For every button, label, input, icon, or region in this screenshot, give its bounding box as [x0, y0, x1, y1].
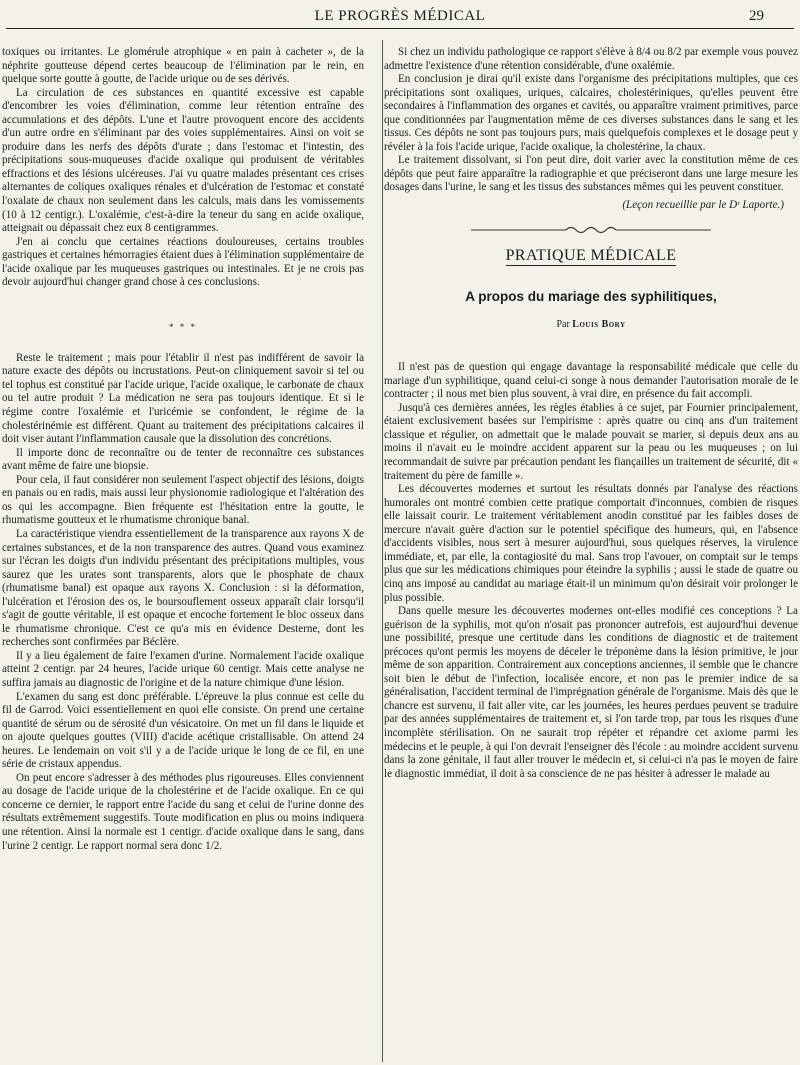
paragraph: En conclusion je dirai qu'il existe dans l'organisme des précipitations multiples, que ces précipitations sont oxaliques, uriques, calcaires, cholestériniques, qu'elles peuvent être secondaires à l'inflammation des organes et cavités, ou apparaître vraiment primitives, parce que conditionnées par l'augmentation même de ces diverses substances dans le sang et les tissus. Ces dépôts ne sont pas toujours purs, mais quelquefois complexes et le dosage peut y révéler à la fois l'acide urique, l'acide oxalique, la cholestérine, la chaux. — [384, 73, 798, 153]
article-title: A propos du mariage des syphilitiques, — [465, 289, 717, 305]
running-header — [6, 6, 794, 29]
paragraph: Il y a lieu également de faire l'examen d'urine. Normalement l'acide oxalique atteint 2 centigr. par 24 heures, l'acide urique 60 centigr. Mais cette analyse ne suffira jamais au diagnostic de l'origine et de la nature chimique d'une lésion. — [2, 649, 364, 689]
paragraph: Dans quelle mesure les découvertes modernes ont-elles modifié ces conceptions ? La guérison de la syphilis, mot qu'on n'osait pas prononcer autrefois, est aujourd'hui devenue une possibilité, presque une certitude dans les conditions de diagnostic et de traitement précoces qu'ont permis les moyens de déceler le tréponème dans la lésion primitive, le jour même de son apparition. Contrairement aux conceptions anciennes, il semble que le chancre soit bien le début de l'infection, localisée encore, et non pas le premier indice de sa généralisation, l'accident terminal de l'imprégnation générale de l'organisme. Mais dès que le chancre est survenu, il fait aller vite, car les journées, les heures perdues peuvent se traduire par des années supplémentaires de traitement et, si l'on tarde trop, par tous les risques d'une incomplète stérilisation. On ne saurait trop répéter et répandre cet axiome parmi les médecins et le peuple, à qui l'on devrait l'enseigner dès l'école : au moindre accident survenu dans la zone génitale, il faut aller trouver le médecin et, si celui-ci n'a pas le moyen de faire le diagnostic immédiat, il doit à sa conscience de ne pas hésiter à adresser le malade au — [384, 605, 798, 780]
column-divider — [382, 40, 383, 1062]
paragraph: On peut encore s'adresser à des méthodes plus rigoureuses. Elles conviennent au dosage de l'acide urique de la cholestérine et de l'acide oxalique. En ce qui concerne ce dernier, le rapport entre l'acide du sang et celui de l'urine donne des résultats extrêmement suggestifs. Toute modification en plus ou moins indiquera une rétention. Ainsi la normale est 1 centigr. d'acide oxalique dans le sang, dans l'urine 2 centigr. Le rapport normal sera donc 1/2. — [2, 771, 364, 852]
asterism-separator: * * * — [169, 321, 197, 332]
paragraph: Reste le traitement ; mais pour l'établir il n'est pas indifférent de savoir la nature exacte des dépôts ou incrustations. Peut-on cliniquement savoir si tel ou tel tophus est constitué par l'acide urique, l'acide oxalique, le carbonate de chaux ou tel autre produit ? La médication ne sera pas toujours identique. Et si le régime contre l'oxalémie et l'uricémie se confondent, le régime de la cholestérinémie est différent. Quant au traitement des précipitations calcaires il doit viser autant l'inflammation causale que la dissolution des concrétions. — [2, 351, 364, 446]
paragraph: La circulation de ces substances en quantité excessive est capable d'encombrer les voies d'élimination, comme leur rétention entraîne des accumulations et des dépôts. L'une et l'autre provoquent encore des accidents d'un autre ordre en s'éliminant par des voies supplémentaires. Ainsi on voit se produire dans les nerfs des dépôts d'urate ; dans l'estomac et l'intestin, des précipitations sous-muqueuses d'acide oxalique qui produisent de véritables effractions et des lésions ulcéreuses. J'ai vu quatre malades présentant ces crises alternantes de coliques oxaliques rénales et d'ulcération de l'estomac et constaté l'oxalate de chaux non seulement dans les calculs, mais dans les vomissements (10 à 12 centigr.). L'oxalémie, c'est-à-dire la teneur du sang en acide oxalique, atteignait ou dépassait chez eux 8 centigrammes. — [2, 86, 364, 235]
paragraph: L'examen du sang est donc préférable. L'épreuve la plus connue est celle du fil de Garrod. Voici essentiellement en quoi elle consiste. On prend une certaine quantité de sérum ou de sérosité d'un vésicatoire. On met un fil dans le liquide et on ajoute quelques gouttes (VIII) d'acide acétique cristallisable. On attend 24 heures. Le lendemain on voit s'il y a de l'acide urique le long de ce fil, en une série de cristaux appendus. — [2, 690, 364, 771]
lecture-signature — [384, 199, 798, 213]
journal-title: LE PROGRÈS MÉDICAL — [314, 8, 486, 24]
section-heading — [384, 246, 798, 264]
paragraph: Il importe donc de reconnaître ou de tenter de reconnaître ces substances avant même de faire une biopsie. — [2, 446, 364, 473]
byline-prefix: Par — [556, 318, 573, 330]
paragraph: J'en ai conclu que certaines réactions douloureuses, certains troubles gastriques et certaines hémorragies étaient dues à l'élimination supplémentaire de l'acide oxalique par les muqueuses gastriques ou intestinales. Et je ne crois pas devoir aujourd'hui changer grand chose à ces conclusions. — [2, 235, 364, 289]
article-byline — [384, 318, 798, 332]
paragraph: La caractéristique viendra essentiellement de la transparence aux rayons X de certaines substances, et de la non transparence des autres. Quand vous examinez sur l'écran les doigts d'un individu présentant des précipitations multiples, vous saurez que les urates sont transparents, alors que le phosphate de chaux (rhumatisme banal) est opaque aux rayons X. Conclusion : si la déformation, l'ulcération et l'érosion des os, le boursouflement osseux apparaît clair lorsqu'il s'agit de goutte véritable, il est opaque et encoche fortement le bloc osseux dans le rhumatisme chronique. C'est ce qu'a mis en évidence Desterne, dont les recherches sont confirmées par Béclère. — [2, 527, 364, 649]
paragraph: Le traitement dissolvant, si l'on peut dire, doit varier avec la constitution même de ces dépôts que peut faire apparaître la radiographie et que préciseront dans une large mesure les dosages dans l'urine, le sang et les tissus des substances mêmes qui les peuvent constituer. — [384, 154, 798, 194]
author-name: Louis Bory — [572, 318, 626, 330]
paragraph: Il n'est pas de question qui engage davantage la responsabilité médicale que celle du mariage d'un syphilitique, quand celui-ci songe à nous demander l'autorisation morale de le contracter ; il nous met bien plus souvent, à vrai dire, en présence du fait accompli. — [384, 361, 798, 401]
signature-author: par le Dʳ Laporte.) — [697, 199, 784, 212]
paragraph: Les découvertes modernes et surtout les résultats donnés par l'analyse des réactions humorales ont montré combien cette pratique comportait d'inconnues, combien de risques elle laissait courir. Le traitement véritablement anodin constitué par les faibles doses de mercure n'avait guère d'action sur le potentiel spécifique des humeurs, qui, en l'absence d'accidents visibles, nous sert à mesurer aujourd'hui, sous quelques réserves, la virulence immédiate, et, par elle, la contagiosité du mal. Sans trop l'avouer, on comptait sur le temps plus que sur les médications chimiques pour éteindre la syphilis ; aussi le stade de quatre ou cinq ans imposé au candidat au mariage était-il un minimum qu'on désirait voir prolonger le plus possible. — [384, 483, 798, 604]
section-title: PRATIQUE MÉDICALE — [505, 246, 677, 264]
paragraph: Pour cela, il faut considérer non seulement l'aspect objectif des lésions, doigts en panais ou en radis, mais aussi leur physionomie radiologique et l'altération des os qui les accompagne. Bien fréquente est l'hésitation entre la goutte, le rhumatisme goutteux et le rhumatisme chronique banal. — [2, 473, 364, 527]
paragraph: Si chez un individu pathologique ce rapport s'élève à 8/4 ou 8/2 par exemple vous pouvez admettre l'existence d'une rétention considérable, d'une oxalémie. — [384, 46, 798, 72]
page-number: 29 — [749, 8, 764, 24]
paragraph: Jusqu'à ces dernières années, les règles établies à ce sujet, par Fournier principalement, étaient exclusivement basées sur l'empirisme : après quatre ou cinq ans d'un traitement classique et régulier, on admettait que le malade pouvait se marier, si depuis deux ans au moins il n'avait eu le moindre accident apparent sur la peau ou les muqueuses ; on lui recommandait de suivre par précaution pendant les fiançailles un traitement de sécurité, dit « traitement du père de famille ». — [384, 401, 798, 482]
right-column — [384, 46, 798, 781]
ornamental-rule — [471, 225, 711, 235]
paragraph: toxiques ou irritantes. Le glomérule atrophique « en pain à cacheter », de la néphrite goutteuse dépend certes beaucoup de l'élimination par le rein, en quelque sorte goutte à goutte, de l'acide urique ou de ses dérivés. — [2, 46, 364, 86]
left-column — [2, 46, 364, 853]
signature-italic: (Leçon recueillie — [622, 199, 698, 212]
